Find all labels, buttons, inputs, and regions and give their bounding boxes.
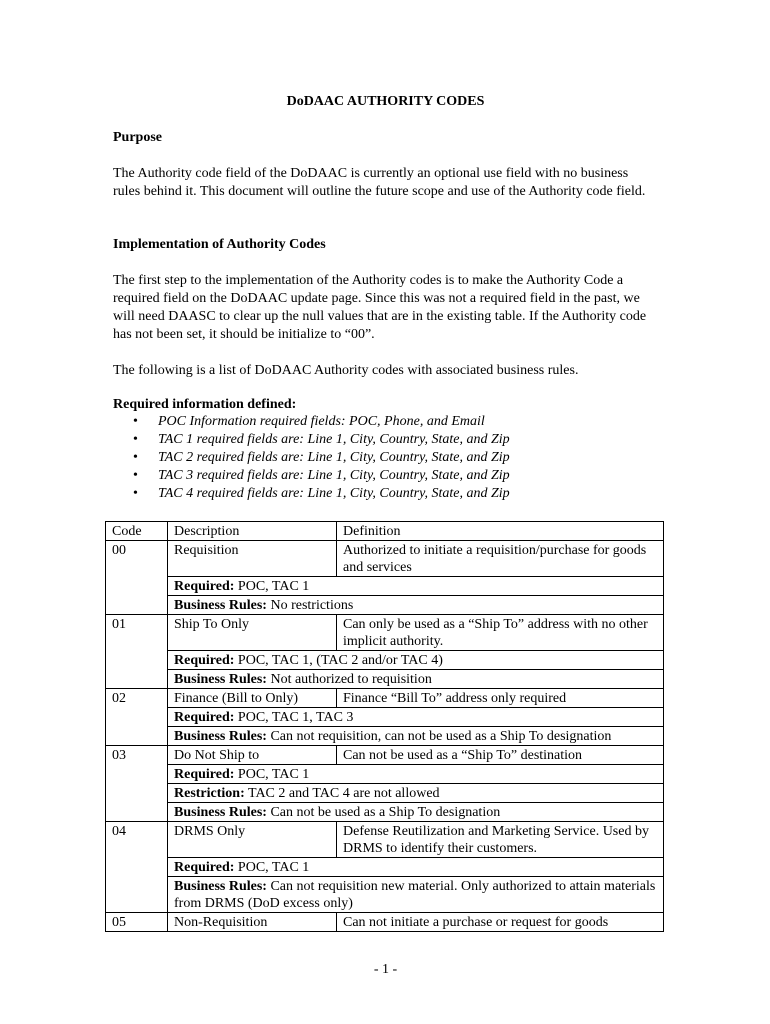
table-row <box>106 746 664 765</box>
description-cell: Requisition <box>168 541 337 577</box>
table-row <box>106 670 664 689</box>
restriction-cell <box>168 784 664 803</box>
required-label: Required: <box>174 579 235 594</box>
description-cell: Finance (Bill to Only) <box>168 689 337 708</box>
definition-cell: Authorized to initiate a requisition/purchase for goods and services <box>337 541 664 577</box>
required-label: Required: <box>174 653 235 668</box>
description-cell: Non-Requisition <box>168 913 337 932</box>
business-rules-value: Can not be used as a Ship To designation <box>266 805 501 820</box>
code-cell: 05 <box>106 913 168 932</box>
business-rules-value: Not authorized to requisition <box>266 672 432 687</box>
business-rules-label: Business Rules: <box>174 598 267 613</box>
business-rules-cell <box>168 803 664 822</box>
table-row <box>106 541 664 577</box>
required-cell <box>168 858 664 877</box>
purpose-heading: Purpose <box>113 130 162 145</box>
description-cell: Do Not Ship to <box>168 746 337 765</box>
table-row <box>106 765 664 784</box>
table-row <box>106 727 664 746</box>
definition-cell: Can only be used as a “Ship To” address with no other implicit authority. <box>337 615 664 651</box>
business-rules-label: Business Rules: <box>174 672 267 687</box>
table-row <box>106 651 664 670</box>
required-cell <box>168 577 664 596</box>
authority-codes-table <box>105 521 664 932</box>
required-cell <box>168 765 664 784</box>
business-rules-cell <box>168 727 664 746</box>
code-cell: 03 <box>106 746 168 822</box>
required-label: Required: <box>174 767 235 782</box>
purpose-text: The Authority code field of the DoDAAC is currently an optional use field with no business rules behind it. This document will outline the future scope and use of the Authority code field. <box>113 166 646 199</box>
table-row <box>106 708 664 727</box>
table-row <box>106 822 664 858</box>
code-cell: 00 <box>106 541 168 615</box>
table-row <box>106 689 664 708</box>
required-value: POC, TAC 1 <box>234 579 310 594</box>
restriction-value: TAC 2 and TAC 4 are not allowed <box>244 786 440 801</box>
header-description: Description <box>168 522 337 541</box>
required-value: POC, TAC 1, (TAC 2 and/or TAC 4) <box>234 653 443 668</box>
table-header-row <box>106 522 664 541</box>
required-info-list <box>113 413 510 503</box>
code-cell: 01 <box>106 615 168 689</box>
business-rules-label: Business Rules: <box>174 879 267 894</box>
business-rules-cell <box>168 596 664 615</box>
required-info-heading: Required information defined: <box>113 397 297 412</box>
definition-cell: Can not initiate a purchase or request for goods <box>337 913 664 932</box>
code-cell: 02 <box>106 689 168 746</box>
code-cell: 04 <box>106 822 168 913</box>
definition-cell: Can not be used as a “Ship To” destination <box>337 746 664 765</box>
table-row <box>106 596 664 615</box>
table-row <box>106 615 664 651</box>
business-rules-label: Business Rules: <box>174 729 267 744</box>
table-row <box>106 577 664 596</box>
business-rules-cell <box>168 670 664 689</box>
business-rules-label: Business Rules: <box>174 805 267 820</box>
list-item: • TAC 3 required fields are: Line 1, City, Country, State, and Zip <box>113 467 510 485</box>
required-value: POC, TAC 1 <box>234 860 310 875</box>
required-value: POC, TAC 1, TAC 3 <box>234 710 354 725</box>
definition-cell: Defense Reutilization and Marketing Service. Used by DRMS to identify their customers. <box>337 822 664 858</box>
business-rules-value: Can not requisition new material. Only authorized to attain materials from DRMS (DoD excess only) <box>174 879 656 911</box>
description-cell: DRMS Only <box>168 822 337 858</box>
required-cell <box>168 708 664 727</box>
page-number: - 1 - <box>373 962 398 977</box>
required-value: POC, TAC 1 <box>234 767 310 782</box>
business-rules-cell <box>168 877 664 913</box>
header-definition: Definition <box>337 522 664 541</box>
list-item: • TAC 1 required fields are: Line 1, City, Country, State, and Zip <box>113 431 510 449</box>
table-row <box>106 913 664 932</box>
document-title: DoDAAC AUTHORITY CODES <box>286 94 485 109</box>
table-row <box>106 784 664 803</box>
list-item: • TAC 4 required fields are: Line 1, City, Country, State, and Zip <box>113 485 510 503</box>
implementation-text: The first step to the implementation of the Authority codes is to make the Authority Code a required field on the DoDAAC update page. Since this was not a required field in the past, we will need DAASC to clear up the null values that are in the existing table. If the Authority code has not been set, it should be initialize to “00”. <box>113 273 647 342</box>
table-row <box>106 858 664 877</box>
description-cell: Ship To Only <box>168 615 337 651</box>
implementation-heading: Implementation of Authority Codes <box>113 237 326 252</box>
table-row <box>106 803 664 822</box>
business-rules-value: Can not requisition, can not be used as a Ship To designation <box>266 729 612 744</box>
header-code: Code <box>106 522 168 541</box>
required-cell <box>168 651 664 670</box>
definition-cell: Finance “Bill To” address only required <box>337 689 664 708</box>
list-item: • TAC 2 required fields are: Line 1, City, Country, State, and Zip <box>113 449 510 467</box>
required-label: Required: <box>174 710 235 725</box>
business-rules-value: No restrictions <box>266 598 354 613</box>
list-intro-text: The following is a list of DoDAAC Authority codes with associated business rules. <box>113 363 579 378</box>
restriction-label: Restriction: <box>174 786 245 801</box>
table-row <box>106 877 664 913</box>
required-label: Required: <box>174 860 235 875</box>
list-item: • POC Information required fields: POC, Phone, and Email <box>113 413 510 431</box>
